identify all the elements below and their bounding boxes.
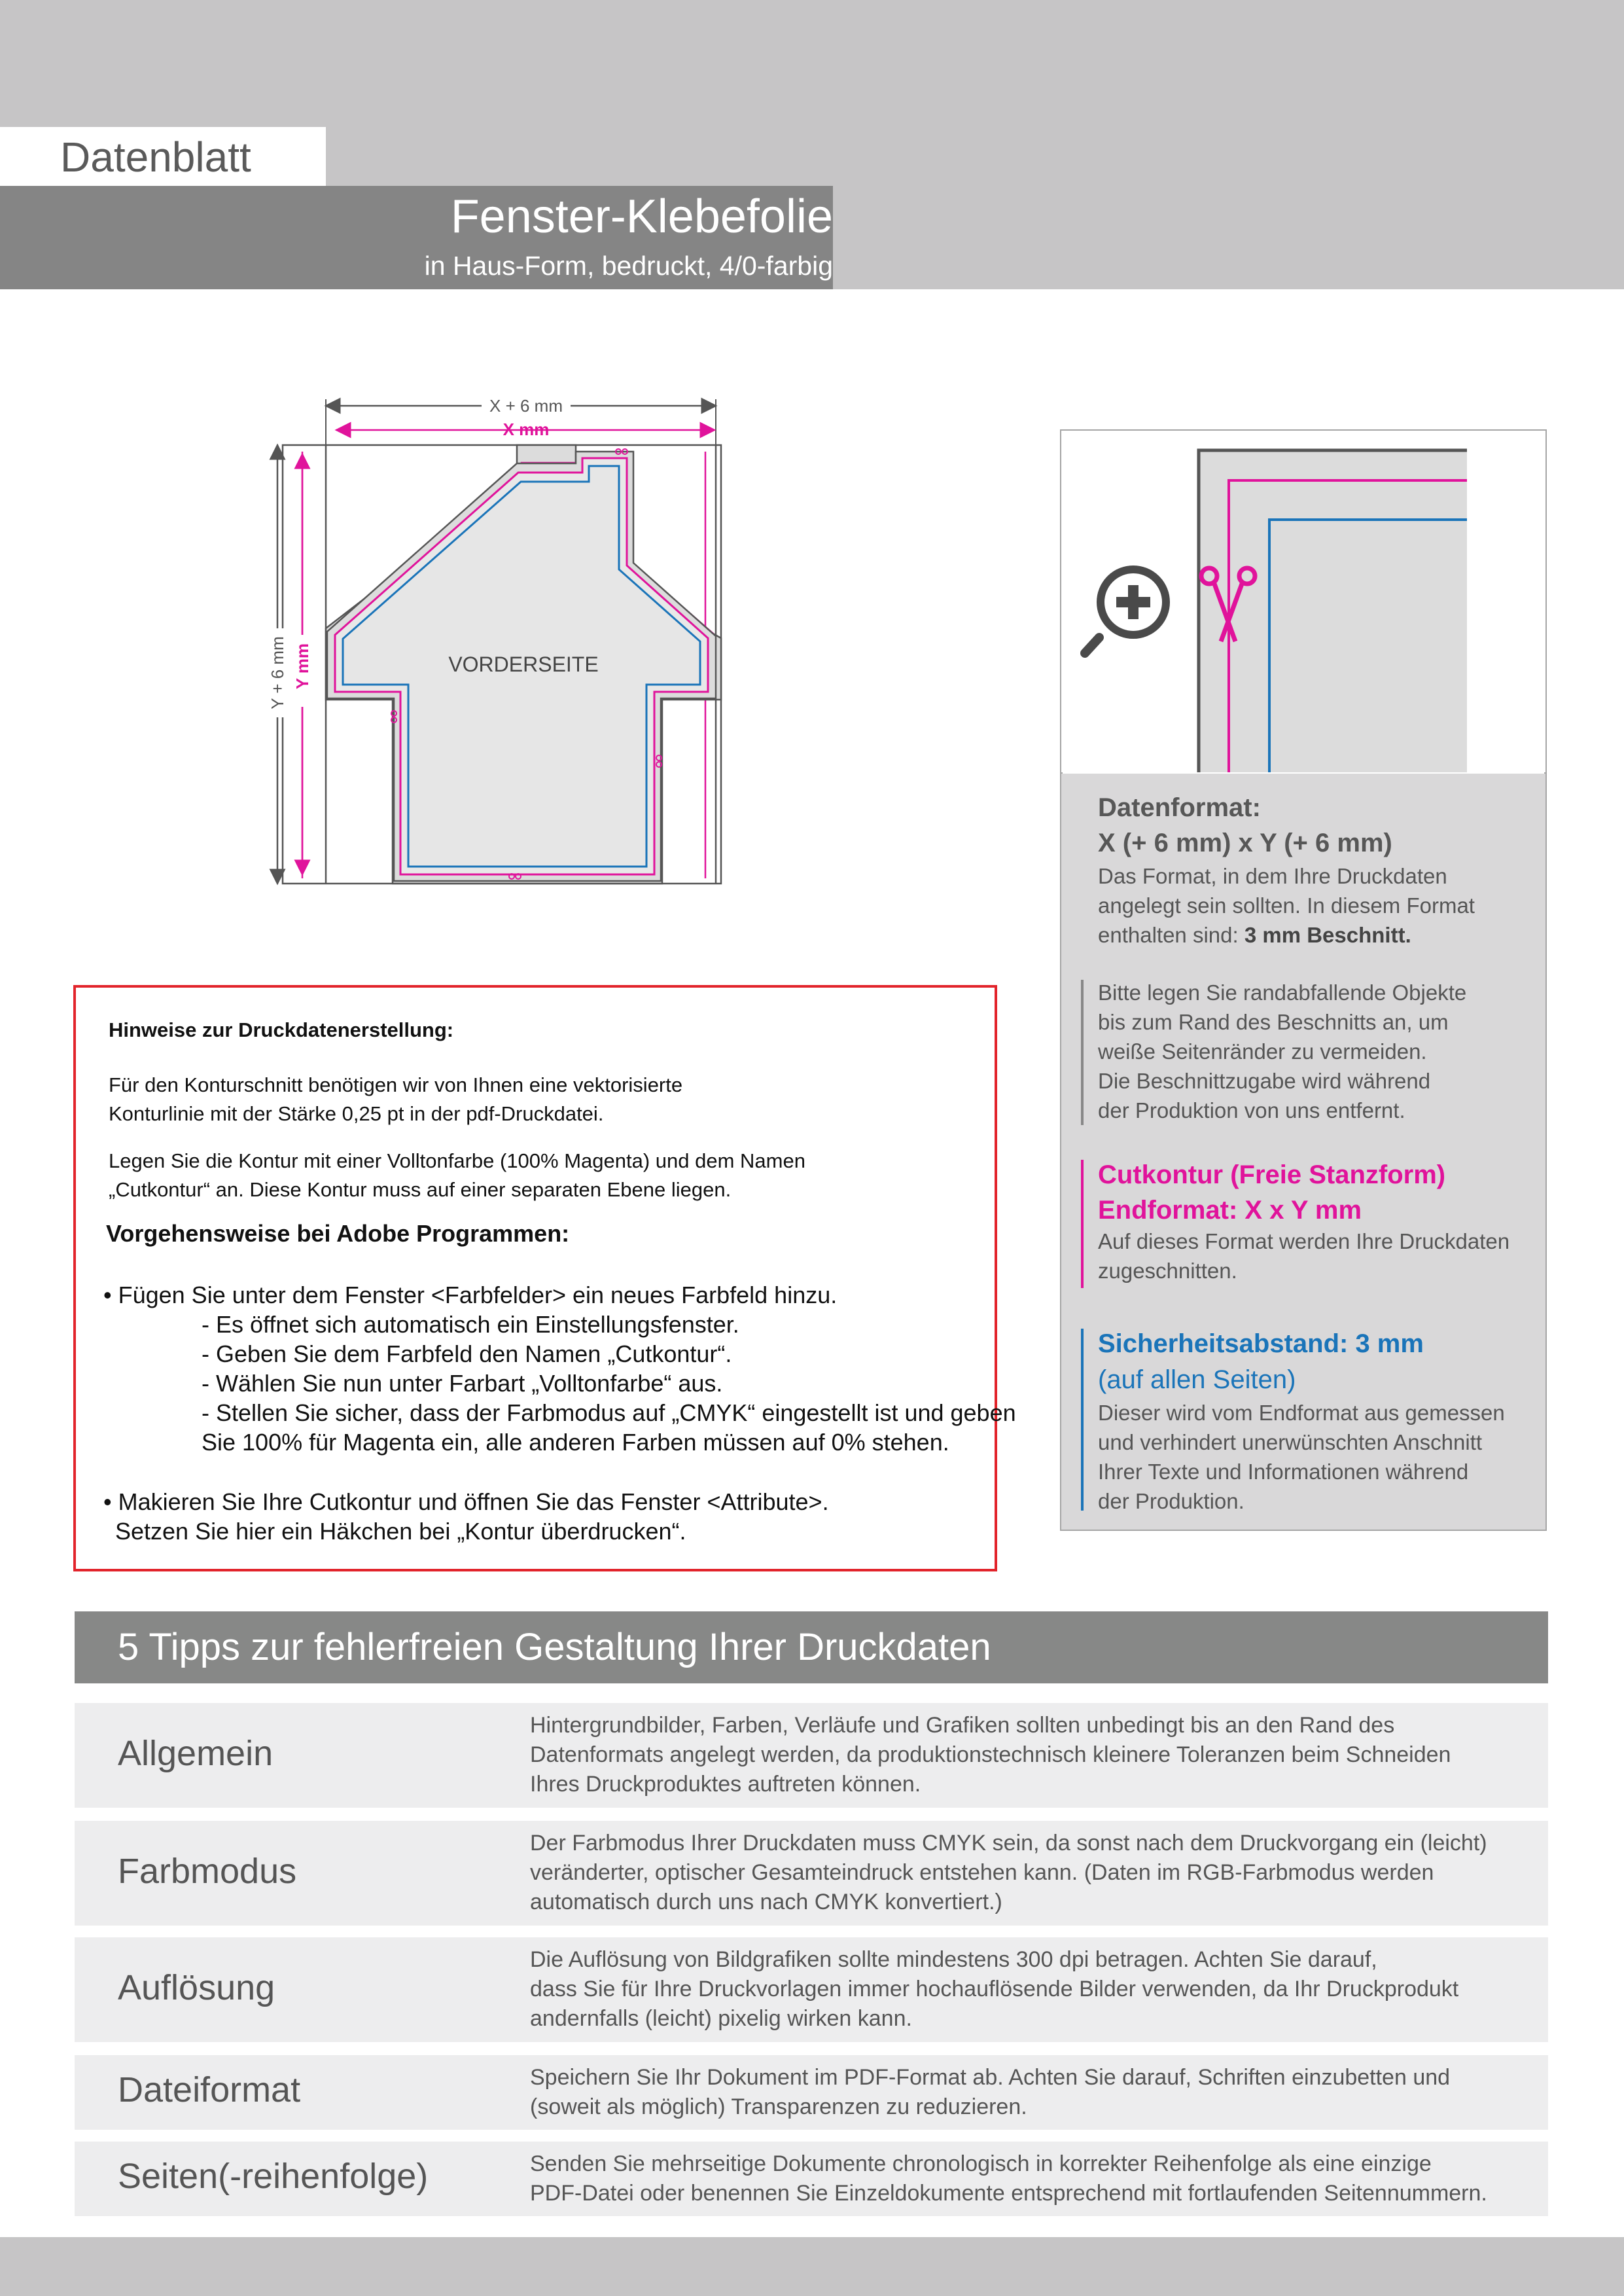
step-1e: Sie 100% für Magenta ein, alle anderen Farben müssen auf 0% stehen. <box>202 1429 949 1456</box>
page-subtitle: in Haus-Form, bedruckt, 4/0-farbig <box>424 251 833 281</box>
cut-bar <box>1081 1160 1084 1288</box>
safety-heading-1: Sicherheitsabstand: 3 mm <box>1098 1329 1424 1358</box>
height-outer-label: Y + 6 mm <box>268 636 287 709</box>
tip-label: Farbmodus <box>118 1852 297 1891</box>
step-1a: - Es öffnet sich automatisch ein Einstellungsfenster. <box>202 1311 739 1338</box>
tip-label: Allgemein <box>118 1734 274 1773</box>
step-1c: - Wählen Sie nun unter Farbart „Volltonfarbe“ aus. <box>202 1370 723 1397</box>
safety-text: Dieser wird vom Endformat aus gemessen und verhindert unerwünschten Anschnitt Ihrer Texte und Informationen während der Produktion. <box>1098 1401 1505 1513</box>
step-1b: - Geben Sie dem Farbfeld den Namen „Cutkontur“. <box>202 1340 732 1367</box>
page-title: Fenster-Klebefolie <box>450 190 833 243</box>
tip-text: Die Auflösung von Bildgrafiken sollte mindestens 300 dpi betragen. Achten Sie darauf, dass Sie für Ihre Druckvorlagen immer hochauflösende Bilder verwenden, da Ihr Druckprodukt andernfalls (leicht) pixelig wirken kann. <box>530 1947 1459 2031</box>
zoom-in-icon <box>1085 569 1166 653</box>
bleed-text: Bitte legen Sie randabfallende Objekte bis zum Rand des Beschnitts an, um weiße Seitenränder zu vermeiden. Die Beschnittzugabe wird während der Produktion von uns entfernt. <box>1098 980 1467 1122</box>
tip-label: Seiten(-reihenfolge) <box>118 2157 429 2196</box>
tip-row <box>75 1937 1548 2042</box>
bleed-detail-graphic <box>1061 431 1545 772</box>
front-side-label: VORDERSEITE <box>448 653 599 676</box>
notes-title: Hinweise zur Druckdatenerstellung: <box>109 1018 454 1041</box>
safety-bar <box>1081 1329 1084 1511</box>
adobe-heading: Vorgehensweise bei Adobe Programmen: <box>106 1220 570 1247</box>
footer-band <box>0 2237 1624 2296</box>
datenblatt-label: Datenblatt <box>60 134 251 181</box>
datenformat-formula: X (+ 6 mm) x Y (+ 6 mm) <box>1098 829 1392 857</box>
tip-label: Dateiformat <box>118 2070 301 2109</box>
step-1: • Fügen Sie unter dem Fenster <Farbfelder> ein neues Farbfeld hinzu. <box>103 1282 838 1308</box>
bleed-bar <box>1081 980 1084 1125</box>
cut-text: Auf dieses Format werden Ihre Druckdaten zugeschnitten. <box>1098 1229 1510 1283</box>
tip-row <box>75 2142 1548 2216</box>
house-diagram <box>243 393 741 890</box>
step-2a: Setzen Sie hier ein Häkchen bei „Kontur überdrucken“. <box>115 1518 686 1545</box>
height-inner-label: Y mm <box>292 643 312 690</box>
datenformat-heading: Datenformat: <box>1098 793 1261 822</box>
tip-row <box>75 1703 1548 1808</box>
width-inner-label: X mm <box>503 420 550 439</box>
tip-text: Hintergrundbilder, Farben, Verläufe und Grafiken sollten unbedingt bis an den Rand des Datenformats angelegt werden, da produktionstechnisch kleinere Toleranzen beim Schneiden Ihres Druckproduktes auftreten können. <box>530 1713 1451 1797</box>
tip-label: Auflösung <box>118 1968 275 2007</box>
notes-para-2: Legen Sie die Kontur mit einer Volltonfarbe (100% Magenta) und dem Namen „Cutkontur“ an. Diese Kontur muss auf einer separaten Ebene liegen. <box>109 1149 805 1201</box>
notes-para-1: Für den Konturschnitt benötigen wir von Ihnen eine vektorisierte Konturlinie mit der Stärke 0,25 pt in der pdf-Druckdatei. <box>109 1073 683 1125</box>
step-1d: - Stellen Sie sicher, dass der Farbmodus auf „CMYK“ eingestellt ist und geben <box>202 1399 1016 1426</box>
tip-text: Senden Sie mehrseitige Dokumente chronologisch in korrekter Reihenfolge als eine einzige PDF-Datei oder benennen Sie Einzeldokumente entsprechend mit fortlaufenden Seitennummern. <box>530 2151 1487 2206</box>
tip-text: Speichern Sie Ihr Dokument im PDF-Format ab. Achten Sie darauf, Schriften einzubetten und (soweit als möglich) Transparenzen zu reduzieren. <box>530 2065 1451 2119</box>
cut-heading-2: Endformat: X x Y mm <box>1098 1196 1362 1225</box>
tip-row <box>75 2055 1548 2130</box>
cut-heading-1: Cutkontur (Freie Stanzform) <box>1098 1160 1446 1189</box>
width-outer-label: X + 6 mm <box>489 396 563 416</box>
tip-row <box>75 1821 1548 1926</box>
tip-text: Der Farbmodus Ihrer Druckdaten muss CMYK sein, da sonst nach dem Druckvorgang ein (leicht) veränderter, optischer Gesamteindruck entstehen kann. (Daten im RGB-Farbmodus werden automatisch durch uns nach CMYK konvertiert.) <box>530 1831 1487 1914</box>
safety-heading-2: (auf allen Seiten) <box>1098 1365 1296 1394</box>
tips-title: 5 Tipps zur fehlerfreien Gestaltung Ihrer Druckdaten <box>118 1626 991 1668</box>
datenformat-text: Das Format, in dem Ihre Druckdaten angelegt sein sollten. In diesem Format enthalten sind: 3 mm Beschnitt. <box>1098 864 1475 947</box>
step-2: • Makieren Sie Ihre Cutkontur und öffnen Sie das Fenster <Attribute>. <box>103 1488 829 1515</box>
